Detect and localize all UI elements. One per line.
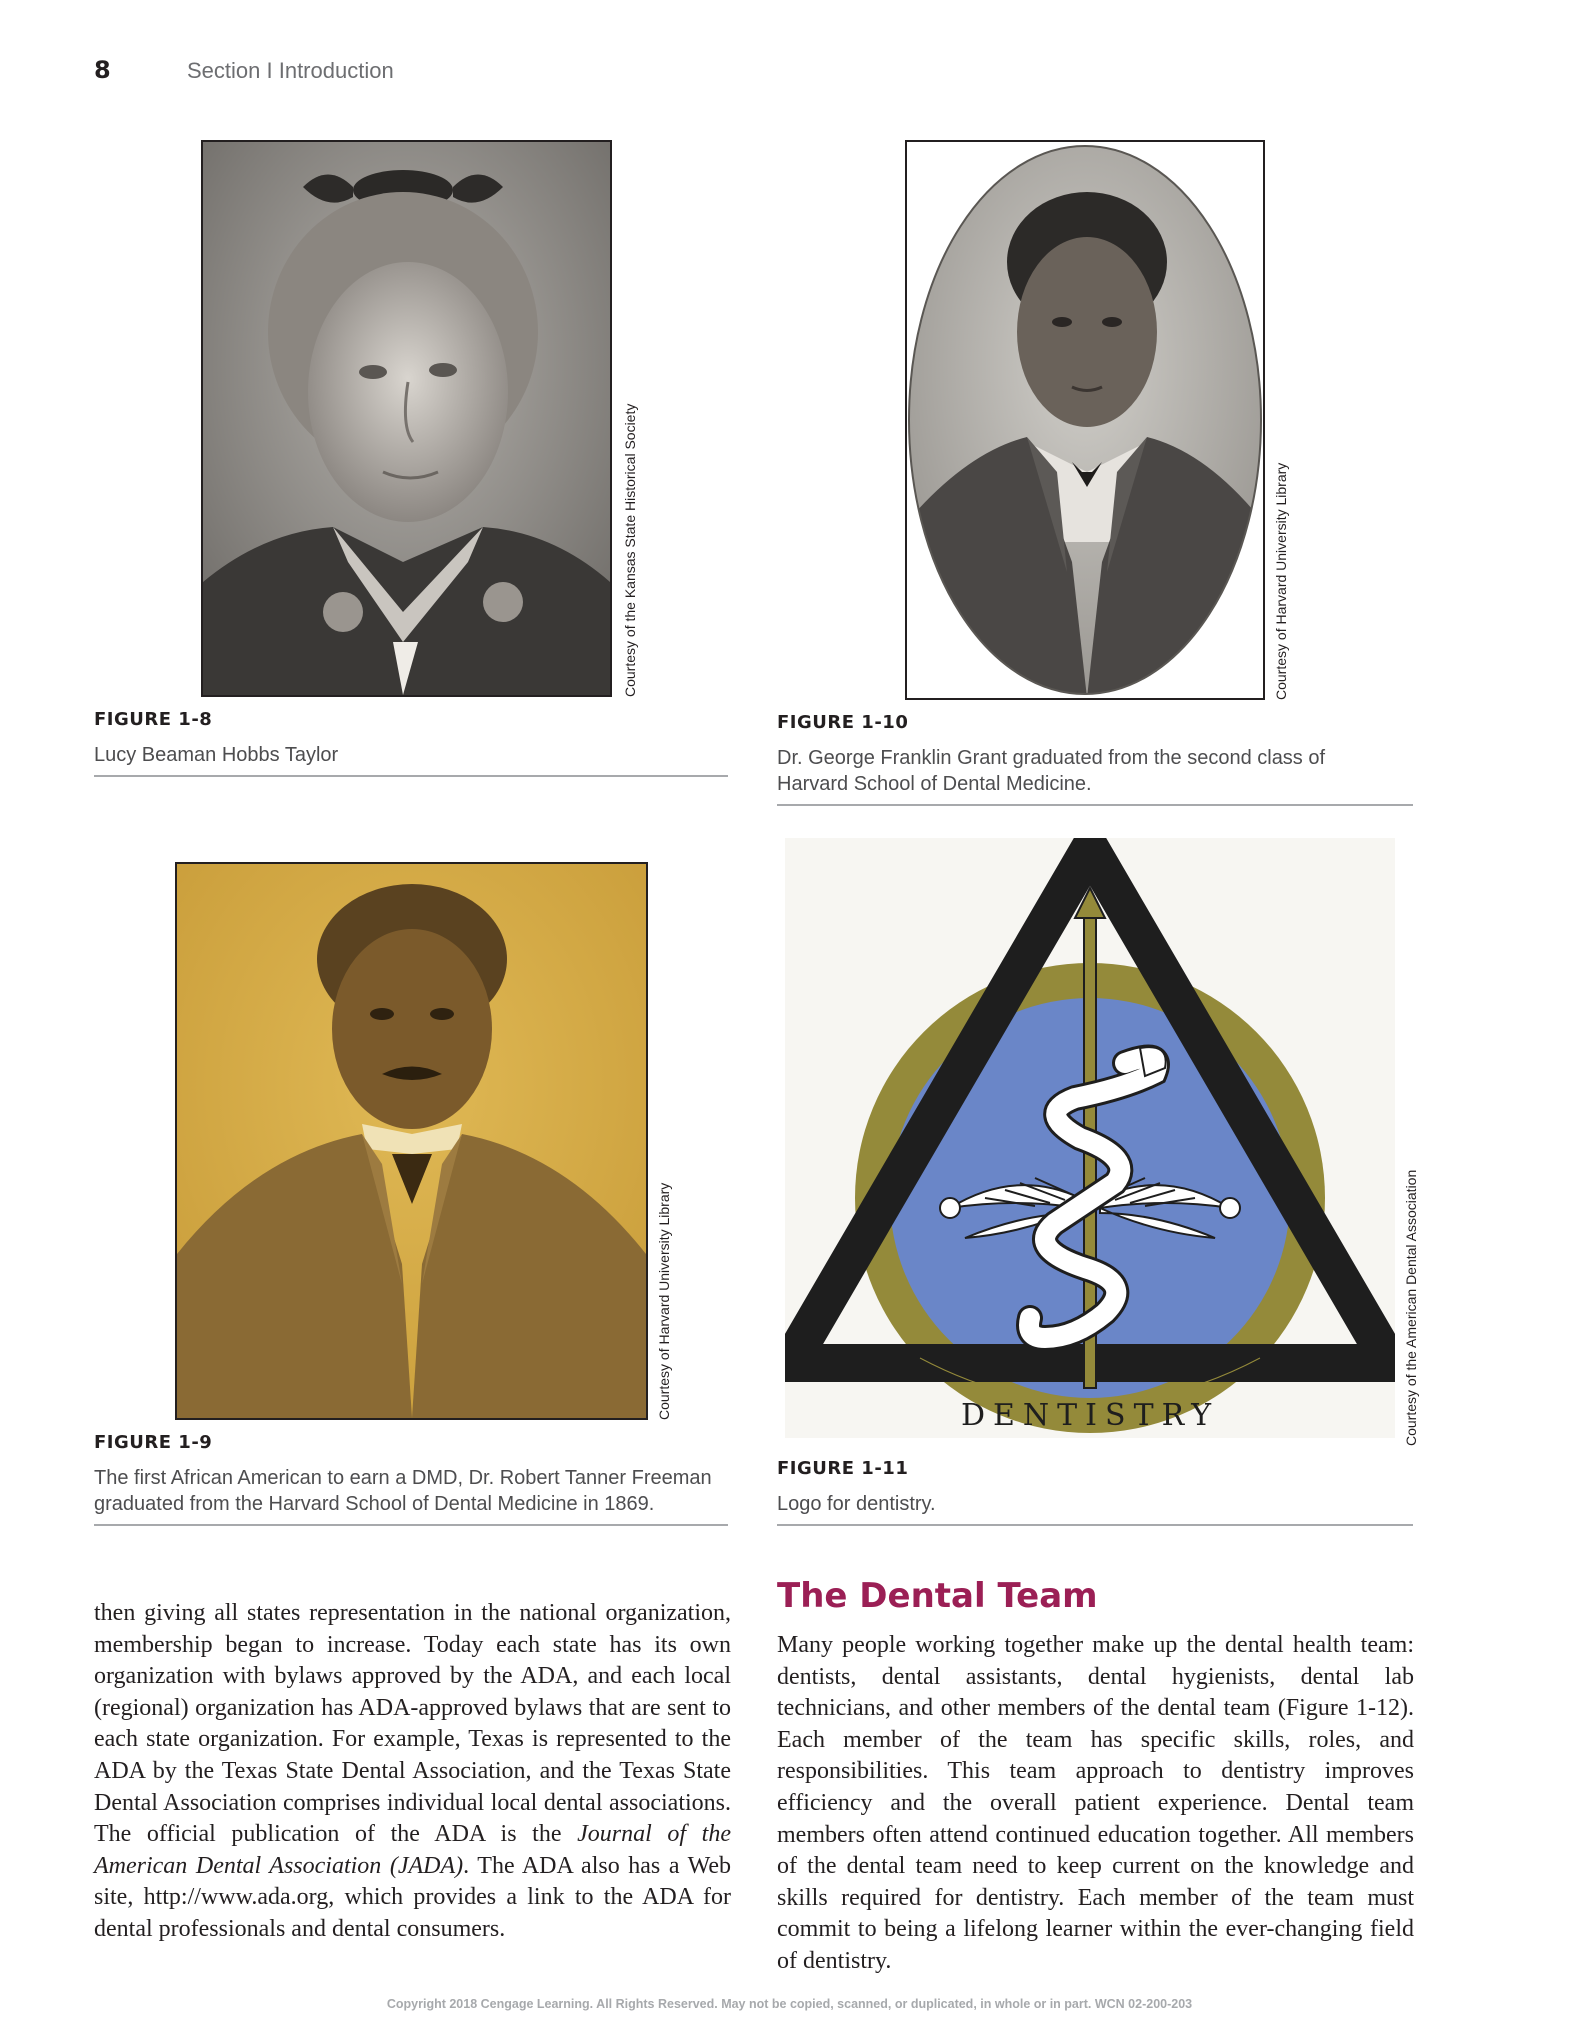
figure-1-10-caption: Dr. George Franklin Grant graduated from the second class of Harvard School of Dental Medicine. [777,747,1326,795]
portrait-woman-image [203,142,610,695]
page-number: 8 [94,56,111,84]
figure-1-11-label: FIGURE 1-11 [777,1458,909,1479]
figure-1-11-credit: Courtesy of the American Dental Association [1403,1169,1419,1446]
figure-1-9-rule [94,1524,728,1526]
portrait-sepia-man-image [177,864,646,1418]
journal-title: Journal of the American Dental Association (JADA) [94,1821,731,1879]
section-title: Section I Introduction [187,58,394,83]
section-heading: The Dental Team [777,1576,1098,1616]
logo-dentistry-text: DENTISTRY [960,1398,1220,1433]
figure-1-8-rule [94,775,728,777]
left-column-text [94,1598,731,1946]
left-column-text-start: then giving all states representation in the national organization, membership began to increase. Today each state has its own organization with bylaws approved by the ADA, and each local (regional) organization has ADA-approved bylaws that are sent to each state organization. For example, Texas is represented to the ADA by the Texas State Dental Association, and the Texas State Dental Association comprises individual local dental associations. The official publication of the ADA is the [94,1600,731,1848]
figure-1-11-caption: Logo for dentistry. [777,1493,936,1515]
right-column-text [777,1630,1414,1978]
dentistry-logo-image [785,838,1395,1438]
figure-1-8-photo [201,140,612,697]
figure-1-8-caption: Lucy Beaman Hobbs Taylor [94,744,339,766]
figure-1-8-credit: Courtesy of the Kansas State Historical Society [622,403,638,697]
figure-1-9-caption: The first African American to earn a DMD, Dr. Robert Tanner Freeman graduated from the Harvard School of Dental Medicine in 1869. [94,1467,712,1515]
figure-1-9-photo [175,862,648,1420]
figure-1-10-rule [777,804,1413,806]
figure-1-10-photo [905,140,1265,700]
figure-1-9-label: FIGURE 1-9 [94,1432,213,1453]
figure-1-10-credit: Courtesy of Harvard University Library [1273,462,1289,700]
dental-team-paragraph: Many people working together make up the dental health team: dentists, dental assistants, dental hygienists, dental lab technicians, and other members of the dental team (Figure 1-12). Each member of the team has specific skills, roles, and responsibilities. This team approach to dentistry improves efficiency and the overall patient experience. Dental team members often attend continued education together. All members of the dental team need to keep current on the knowledge and skills required for dentistry. Each member of the team must commit to being a lifelong learner within the ever-changing field of dentistry. [777,1632,1414,1974]
copyright-notice: Copyright 2018 Cengage Learning. All Rights Reserved. May not be copied, scanned, or duplicated, in whole or in part. WCN 02-200-203 [386,1997,1193,2011]
figure-1-9-credit: Courtesy of Harvard University Library [656,1182,672,1420]
figure-1-11-rule [777,1524,1413,1526]
figure-1-8-label: FIGURE 1-8 [94,709,213,730]
figure-1-10-label: FIGURE 1-10 [777,712,909,733]
figure-1-11-logo [785,838,1395,1438]
left-column-text-end: . The ADA also has a Web site, http://www.ada.org, which provides a link to the ADA for dental professionals and dental consumers. [94,1852,731,1942]
portrait-oval-man-image [907,142,1263,698]
